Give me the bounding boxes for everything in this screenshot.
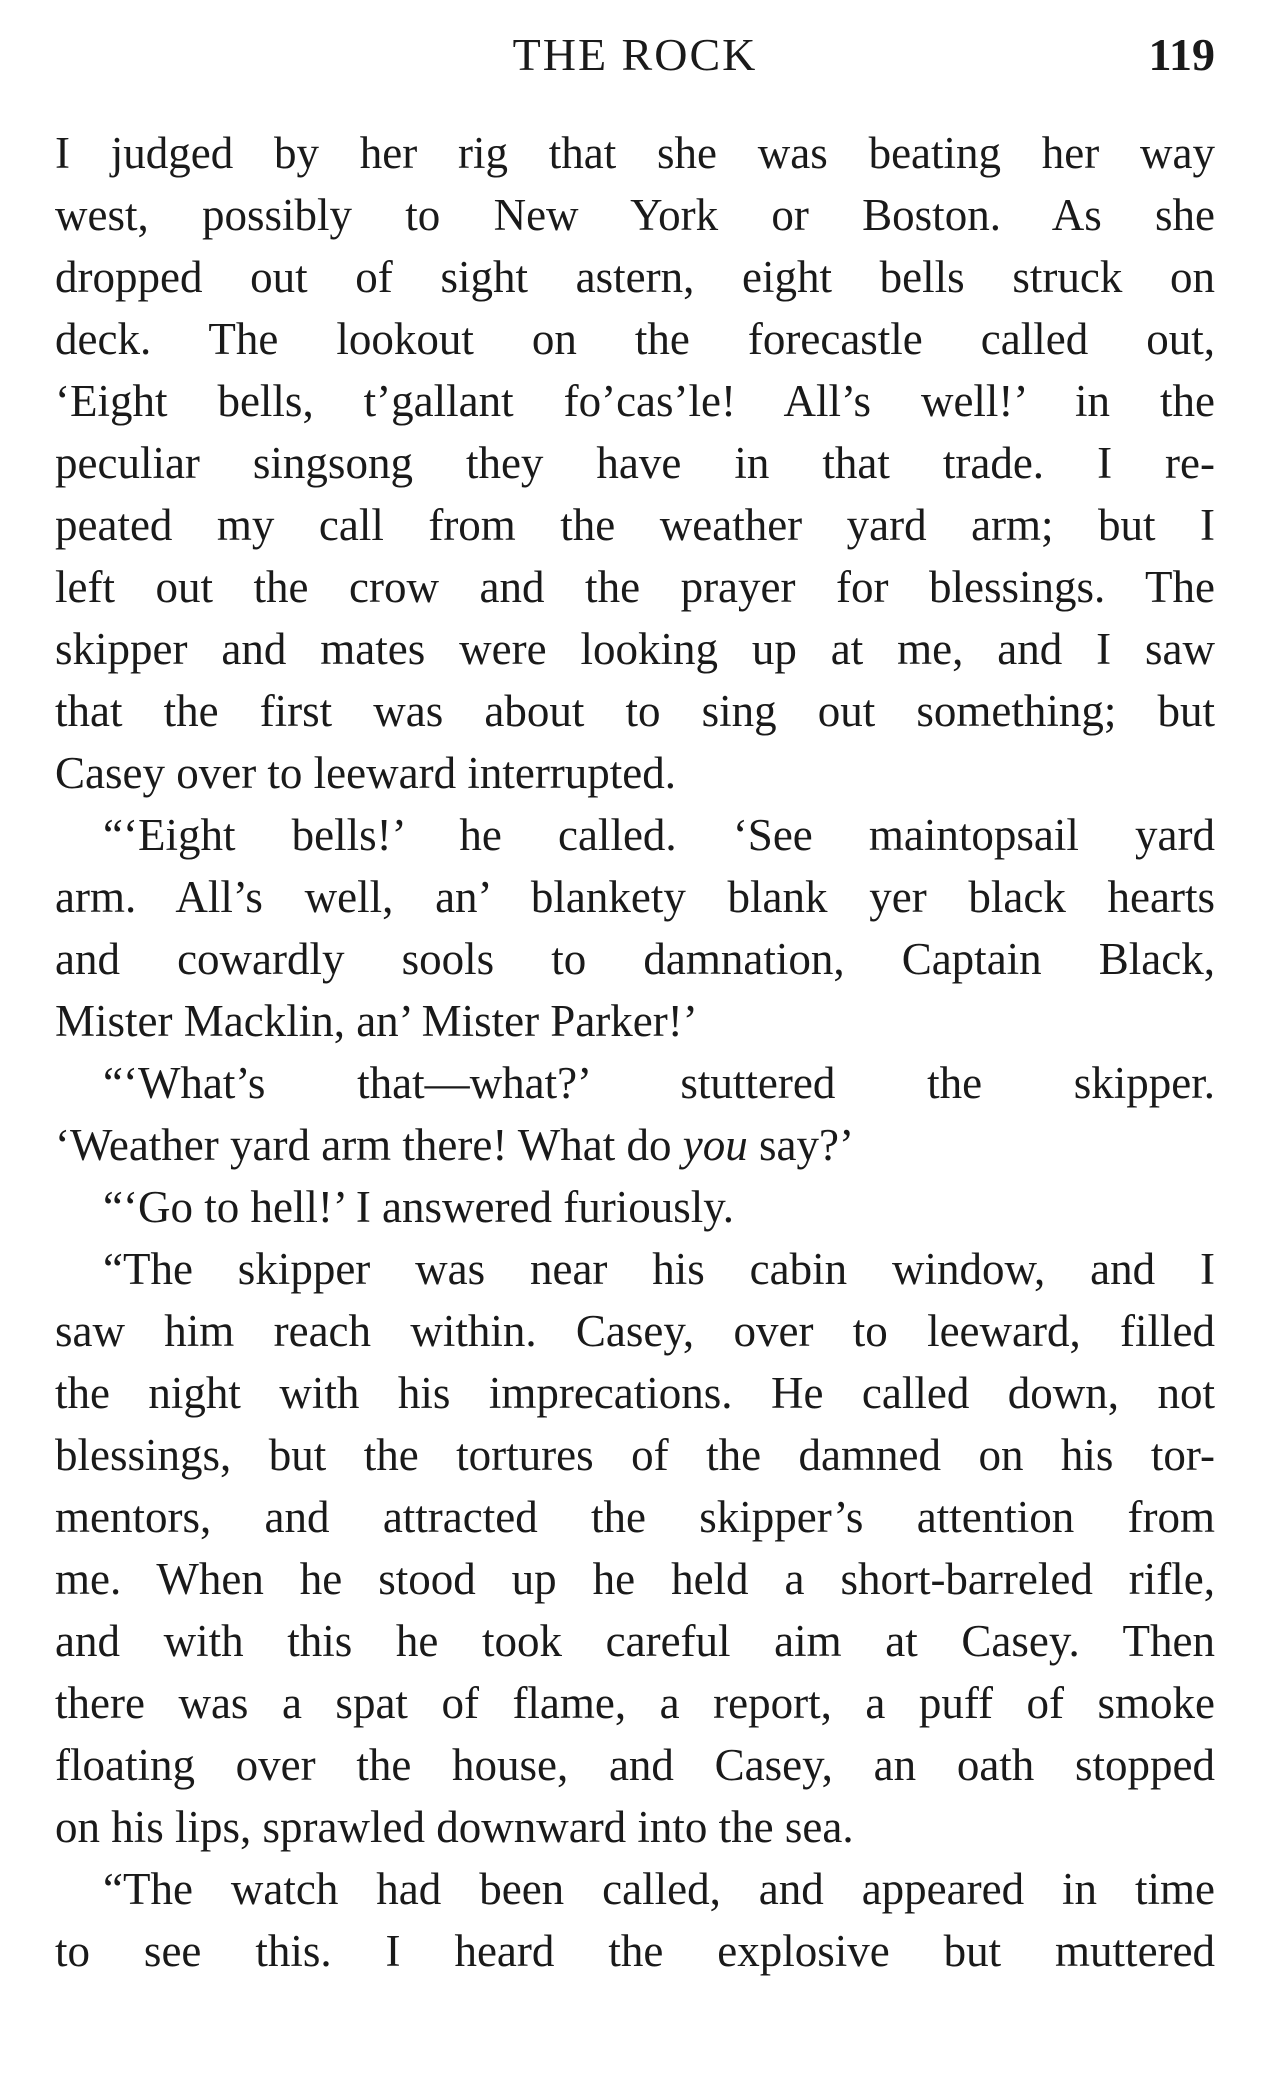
text-line: “‘What’s that—what?’ stuttered the skipper. (103, 1058, 1215, 1108)
text-line: that the first was about to sing out something; but (55, 686, 1215, 736)
text-line: Mister Macklin, an’ Mister Parker!’ (55, 996, 698, 1046)
text-line: and with this he took careful aim at Casey. Then (55, 1616, 1215, 1666)
text-line: skipper and mates were looking up at me, and I saw (55, 624, 1215, 674)
text-line: ‘Eight bells, t’gallant fo’cas’le! All’s well!’ in the (55, 376, 1215, 426)
text-line: on his lips, sprawled downward into the sea. (55, 1802, 854, 1852)
running-title: THE ROCK (512, 29, 758, 80)
text-line: peated my call from the weather yard arm; but I (55, 500, 1215, 550)
emphasis: you (682, 1120, 748, 1170)
text-line: ‘Weather yard arm there! What do you say?’ (55, 1120, 854, 1170)
text-line: the night with his imprecations. He called down, not (55, 1368, 1215, 1418)
text-line: arm. All’s well, an’ blankety blank yer black hearts (55, 872, 1215, 922)
text-line: “‘Eight bells!’ he called. ‘See maintopsail yard (103, 810, 1215, 860)
text-line: “The skipper was near his cabin window, and I (103, 1244, 1215, 1294)
text-line: me. When he stood up he held a short-barreled rifle, (55, 1554, 1215, 1604)
text-line: to see this. I heard the explosive but muttered (55, 1926, 1215, 1976)
text-line: blessings, but the tortures of the damned on his tor- (55, 1430, 1215, 1480)
text-line: and cowardly sools to damnation, Captain Black, (55, 934, 1215, 984)
text-line: peculiar singsong they have in that trade. I re- (55, 438, 1215, 488)
page-number: 119 (1148, 29, 1215, 80)
text-line: Casey over to leeward interrupted. (55, 748, 677, 798)
text-line: west, possibly to New York or Boston. As she (55, 190, 1215, 240)
text-line: floating over the house, and Casey, an oath stopped (55, 1740, 1215, 1790)
text-line: “‘Go to hell!’ I answered furiously. (103, 1182, 735, 1232)
text-line: deck. The lookout on the forecastle called out, (55, 314, 1215, 364)
text-line: saw him reach within. Casey, over to leeward, filled (55, 1306, 1215, 1356)
text-line: dropped out of sight astern, eight bells struck on (55, 252, 1215, 302)
body-text (55, 122, 1215, 1982)
text-line: left out the crow and the prayer for blessings. The (55, 562, 1215, 612)
text-line: there was a spat of flame, a report, a puff of smoke (55, 1678, 1215, 1728)
running-head (55, 28, 1215, 88)
text-line: “The watch had been called, and appeared in time (103, 1864, 1215, 1914)
text-line: I judged by her rig that she was beating her way (55, 128, 1215, 178)
text-line: mentors, and attracted the skipper’s attention from (55, 1492, 1215, 1542)
